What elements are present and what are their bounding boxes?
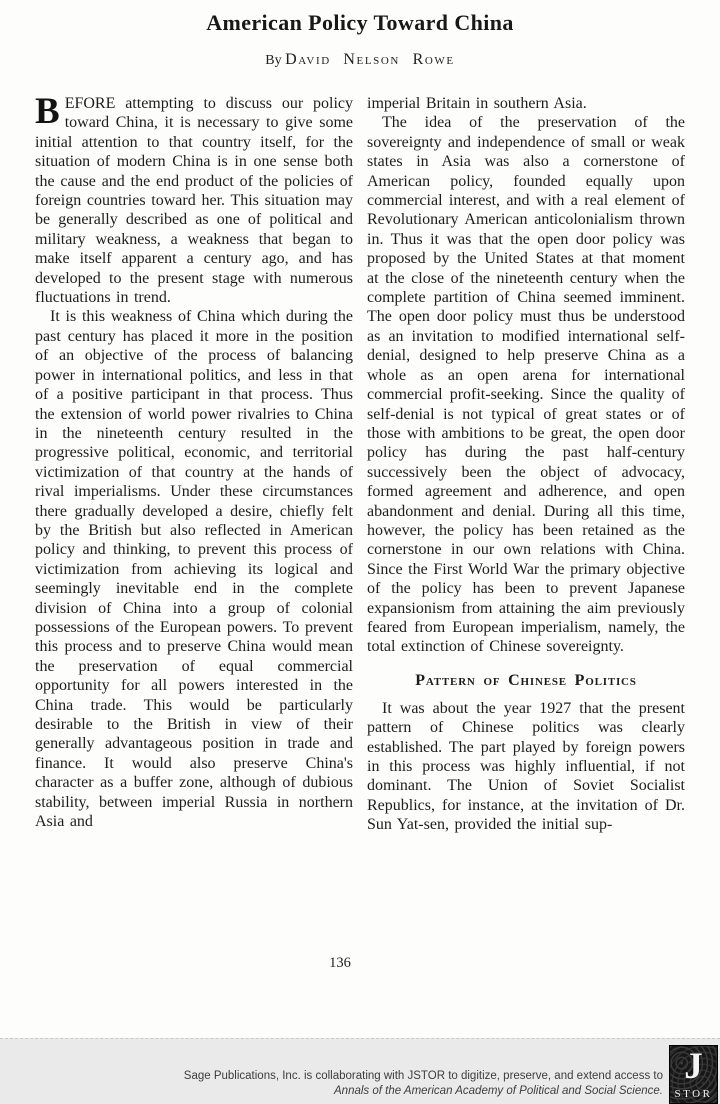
right-column [367, 94, 685, 946]
jstor-logo-stor-text: STOR [674, 1088, 713, 1100]
page-number: 136 [329, 955, 351, 971]
footer-credit-line: Sage Publications, Inc. is collaborating with JSTOR to digitize, preserve, and extend access to [183, 1070, 663, 1082]
drop-cap: B [35, 94, 60, 132]
paragraph-4: It was about the year 1927 that the present pattern of Chinese politics was clearly established. The part played by foreign powers in this process was highly influential, if not dominant. The Union of Soviet Socialist Republics, for instance, at the invitation of Dr. Sun Yat-sen, provided the initial sup- [367, 699, 685, 834]
jstor-logo [669, 1045, 718, 1104]
paragraph-3: The idea of the preservation of the sovereignty and independence of small or weak states in Asia was also a cornerstone of American policy, founded equally upon commercial interest, and with a real element of Revolutionary American anticolonialism thrown in. Thus it was that the open door policy was proposed by the United States at that moment at the close of the nineteenth century when the complete partition of China seemed imminent. The open door policy must thus be understood as an invitation to modified international self-denial, designed to help preserve China as a whole as an open arena for international commercial profit-seeking. Since the quality of self-denial is not typical of great states or of those with ambitions to be great, the open door policy has during the past half-century successively been the object of advocacy, formed agreement and adherence, and open abandonment and denial. During all this time, however, the policy has been retained as the cornerstone in our own relations with China. Since the First World War the primary objective of the policy has been to prevent Japanese expansionism from attaining the aim previously feared from European imperialism, namely, the total extinction of Chinese sovereignty. [367, 114, 685, 656]
page-title: American Policy Toward China [206, 10, 514, 35]
article-body [35, 94, 685, 946]
footer-credit [184, 1069, 663, 1099]
byline-author: David Nelson Rowe [285, 51, 455, 68]
jstor-logo-j-letter: J [684, 1046, 703, 1087]
left-column [35, 94, 353, 946]
footer-journal-title: Annals of the American Academy of Political and Social Science. [334, 1085, 663, 1097]
byline-prefix: By [265, 53, 282, 68]
paragraph-1 [35, 94, 353, 307]
byline [0, 51, 720, 69]
paragraph-2-left: It is this weakness of China which during the past century has placed it more in the position of an objective of the process of balancing power in international politics, and less in that of a positive participant in that process. Thus the extension of world power rivalries to China in the nineteenth century resulted in the progressive political, economic, and territorial victimization of that country at the hands of rival imperialisms. Under these circumstances there gradually developed a desire, chiefly felt by the British but also reflected in American policy and thinking, to prevent this process of victimization from achieving its logical and seemingly inevitable end in the complete division of China into a group of colonial possessions of the European powers. To prevent this process and to preserve China would mean the preservation of equal commercial opportunity for all powers interested in the China trade. This would be particularly desirable to the British in view of their generally advantageous position in trade and finance. It would also preserve China's character as a buffer zone, although of dubious stability, between imperial Russia in northern Asia and [35, 308, 353, 831]
jstor-footer-bar [0, 1038, 720, 1104]
paragraph-1-text: EFORE attempting to discuss our policy toward China, it is necessary to give some initial attention to that country itself, for the situation of modern China is in one sense both the cause and the end product of the policies of foreign countries toward her. This situation may be generally described as one of political and military weakness, a weakness that began to make itself apparent a century ago, and has developed to the present stage with numerous fluctuations in trend. [35, 95, 353, 307]
section-heading: Pattern of Chinese Politics [415, 671, 637, 689]
paragraph-2-continuation: imperial Britain in southern Asia. [367, 95, 587, 112]
